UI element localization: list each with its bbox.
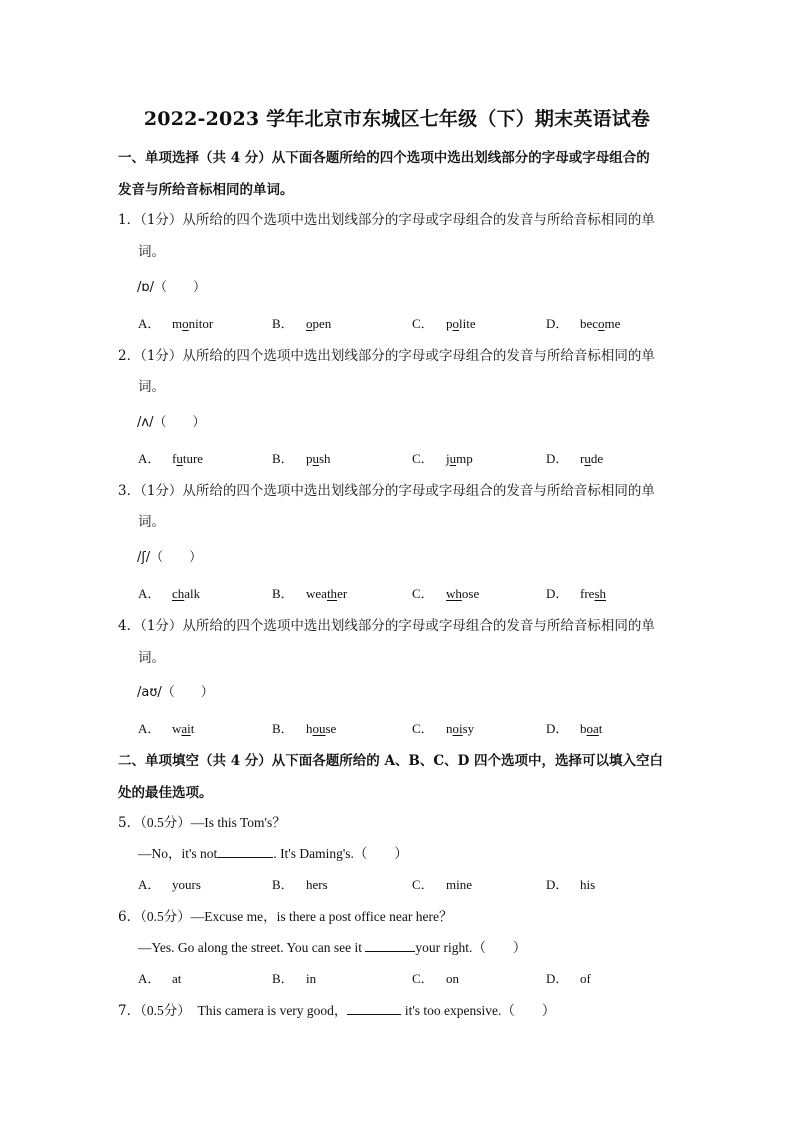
option-label: D． [546,877,569,892]
section1-heading-line2: 发音与所给音标相同的单词。 [118,182,294,198]
option-label: C． [412,721,434,736]
option-text-pre: h [306,721,313,736]
q2-option-b[interactable] [272,448,331,467]
q6-option-c[interactable] [412,968,459,987]
option-label: D． [546,316,569,331]
option-text-pre: p [446,316,453,331]
question-6-line2 [138,936,526,956]
option-text: yours [172,877,201,892]
q4-option-b[interactable] [272,718,336,737]
option-label: A． [138,877,161,892]
q6-option-a[interactable] [138,968,181,987]
option-text-pre: wea [306,586,327,601]
question-4 [118,614,655,634]
option-text-pre: r [580,451,585,466]
option-text-pre: b [580,721,587,736]
option-text-post: alk [184,586,201,601]
q1-option-d[interactable] [546,313,620,332]
option-label: D． [546,971,569,986]
question-1-line2: 词。 [138,244,165,260]
section2-heading-line2: 处的最佳选项。 [118,785,213,801]
option-text: at [172,971,182,986]
section2-heading-line1: 二、单项填空（共 4 分）从下面各题所给的 A、B、C、D 四个选项中，选择可以填入空白 [118,753,664,769]
option-text-post: nitor [188,316,214,331]
option-label: C． [412,316,434,331]
option-text-underlined: wh [446,586,462,601]
option-text-underlined: u [176,451,183,466]
option-text-post: t [190,721,195,736]
option-label: B． [272,316,294,331]
option-text-underlined: o [306,316,313,331]
option-label: D． [546,721,569,736]
option-text-underlined: oa [586,721,599,736]
question-4-phonetic: /aʊ/（ ） [137,685,214,700]
question-text: （1分）从所给的四个选项中选出划线部分的字母或字母组合的发音与所给音标相同的单 [140,348,655,364]
question-2 [118,344,655,364]
q6-option-d[interactable] [546,968,591,987]
answer-blank[interactable] [217,845,273,858]
option-label: B． [272,971,294,986]
option-text-post: er [337,586,348,601]
option-text-pre: bec [580,316,599,331]
question-3-phonetic: /ʃ/（ ） [137,550,203,565]
question-text: （0.5分）—Excuse me，is there a post office near here？ [140,909,453,924]
option-text: on [446,971,459,986]
option-label: B． [272,586,294,601]
option-text-post: pen [312,316,332,331]
q3-option-a[interactable] [138,583,200,602]
question-text: （1分）从所给的四个选项中选出划线部分的字母或字母组合的发音与所给音标相同的单 [140,212,655,228]
option-text-underlined: o [182,316,189,331]
text-pre: （0.5分） This camera is very good， [140,1003,348,1018]
text-post: your right.（ ） [415,940,527,955]
option-label: B． [272,721,294,736]
option-text-underlined: u [312,451,319,466]
option-text-underlined: oi [452,721,463,736]
option-label: A． [138,451,161,466]
option-text-post: t [598,721,603,736]
question-6 [118,905,453,925]
option-text-post: me [604,316,621,331]
option-text-pre: j [446,451,450,466]
question-7 [118,999,555,1019]
option-text-post: mp [456,451,473,466]
answer-blank[interactable] [365,939,415,952]
option-label: A． [138,316,161,331]
question-number: 5． [118,815,141,831]
option-text: his [580,877,596,892]
question-2-line2: 词。 [138,379,165,395]
question-number: 4． [118,618,141,634]
option-text-underlined: th [326,586,338,601]
option-text-underlined: o [452,316,459,331]
q1-option-c[interactable] [412,313,476,332]
q1-option-a[interactable] [138,313,213,332]
page-title: 2022-2023 学年北京市东城区七年级（下）期末英语试卷 [143,108,651,130]
question-5-line2 [138,842,408,862]
question-5 [118,811,286,831]
option-label: D． [546,451,569,466]
q2-option-a[interactable] [138,448,203,467]
option-text-post: sy [462,721,475,736]
option-text-pre: p [306,451,313,466]
q1-option-b[interactable] [272,313,331,332]
q2-option-d[interactable] [546,448,603,467]
option-text-pre: w [172,721,182,736]
q4-option-a[interactable] [138,718,194,737]
option-text: of [580,971,591,986]
option-text-underlined: sh [594,586,606,601]
text-pre: —Yes. Go along the street. You can see it [138,940,366,955]
question-text: （1分）从所给的四个选项中选出划线部分的字母或字母组合的发音与所给音标相同的单 [140,618,655,634]
option-text-underlined: o [598,316,605,331]
option-text-pre: m [172,316,183,331]
option-label: A． [138,721,161,736]
option-label: A． [138,586,161,601]
question-number: 3． [118,483,141,499]
q4-option-d[interactable] [546,718,602,737]
q6-option-b[interactable] [272,968,316,987]
q5-option-b[interactable] [272,874,328,893]
question-2-phonetic: /ʌ/（ ） [137,415,206,430]
option-text-post: se [325,721,337,736]
option-label: C． [412,877,434,892]
option-text-post: ose [461,586,480,601]
q5-option-d[interactable] [546,874,595,893]
option-text-pre: f [172,451,177,466]
option-text-underlined: u [584,451,591,466]
q3-option-d[interactable] [546,583,606,602]
option-text-pre: n [446,721,453,736]
option-text: hers [306,877,328,892]
option-label: C． [412,586,434,601]
q3-option-b[interactable] [272,583,347,602]
q5-option-c[interactable] [412,874,472,893]
option-text-post: lite [459,316,476,331]
option-label: B． [272,451,294,466]
option-text-underlined: u [449,451,457,466]
answer-blank[interactable] [347,1002,401,1015]
question-number: 7． [118,1003,141,1019]
option-text-post: sh [319,451,331,466]
q3-option-c[interactable] [412,583,479,602]
question-text: （1分）从所给的四个选项中选出划线部分的字母或字母组合的发音与所给音标相同的单 [140,483,655,499]
text-post: it's too expensive.（ ） [401,1003,556,1018]
q4-option-c[interactable] [412,718,474,737]
option-label: C． [412,971,434,986]
option-text-underlined: ai [181,721,191,736]
question-1-phonetic: /ɒ/（ ） [137,280,207,295]
question-number: 6． [118,909,141,925]
question-3 [118,479,655,499]
question-number: 2． [118,348,141,364]
question-4-line2: 词。 [138,650,165,666]
question-number: 1． [118,212,141,228]
question-1 [118,208,655,228]
option-text-underlined: ch [172,586,185,601]
section1-heading-line1: 一、单项选择（共 4 分）从下面各题所给的四个选项中选出划线部分的字母或字母组合的 [118,150,650,166]
text-post: . It's Daming's.（ ） [273,846,408,861]
option-label: A． [138,971,161,986]
q5-option-a[interactable] [138,874,201,893]
option-text-post: de [590,451,604,466]
option-text-pre: fre [580,586,595,601]
option-label: B． [272,877,294,892]
option-text-underlined: ou [312,721,326,736]
option-label: D． [546,586,569,601]
option-text: in [306,971,317,986]
question-text: （0.5分）—Is this Tom's？ [140,815,286,830]
question-3-line2: 词。 [138,514,165,530]
option-label: C． [412,451,434,466]
text-pre: —No，it's not [138,846,218,861]
option-text: mine [446,877,472,892]
option-text-post: ture [182,451,204,466]
q2-option-c[interactable] [412,448,473,467]
